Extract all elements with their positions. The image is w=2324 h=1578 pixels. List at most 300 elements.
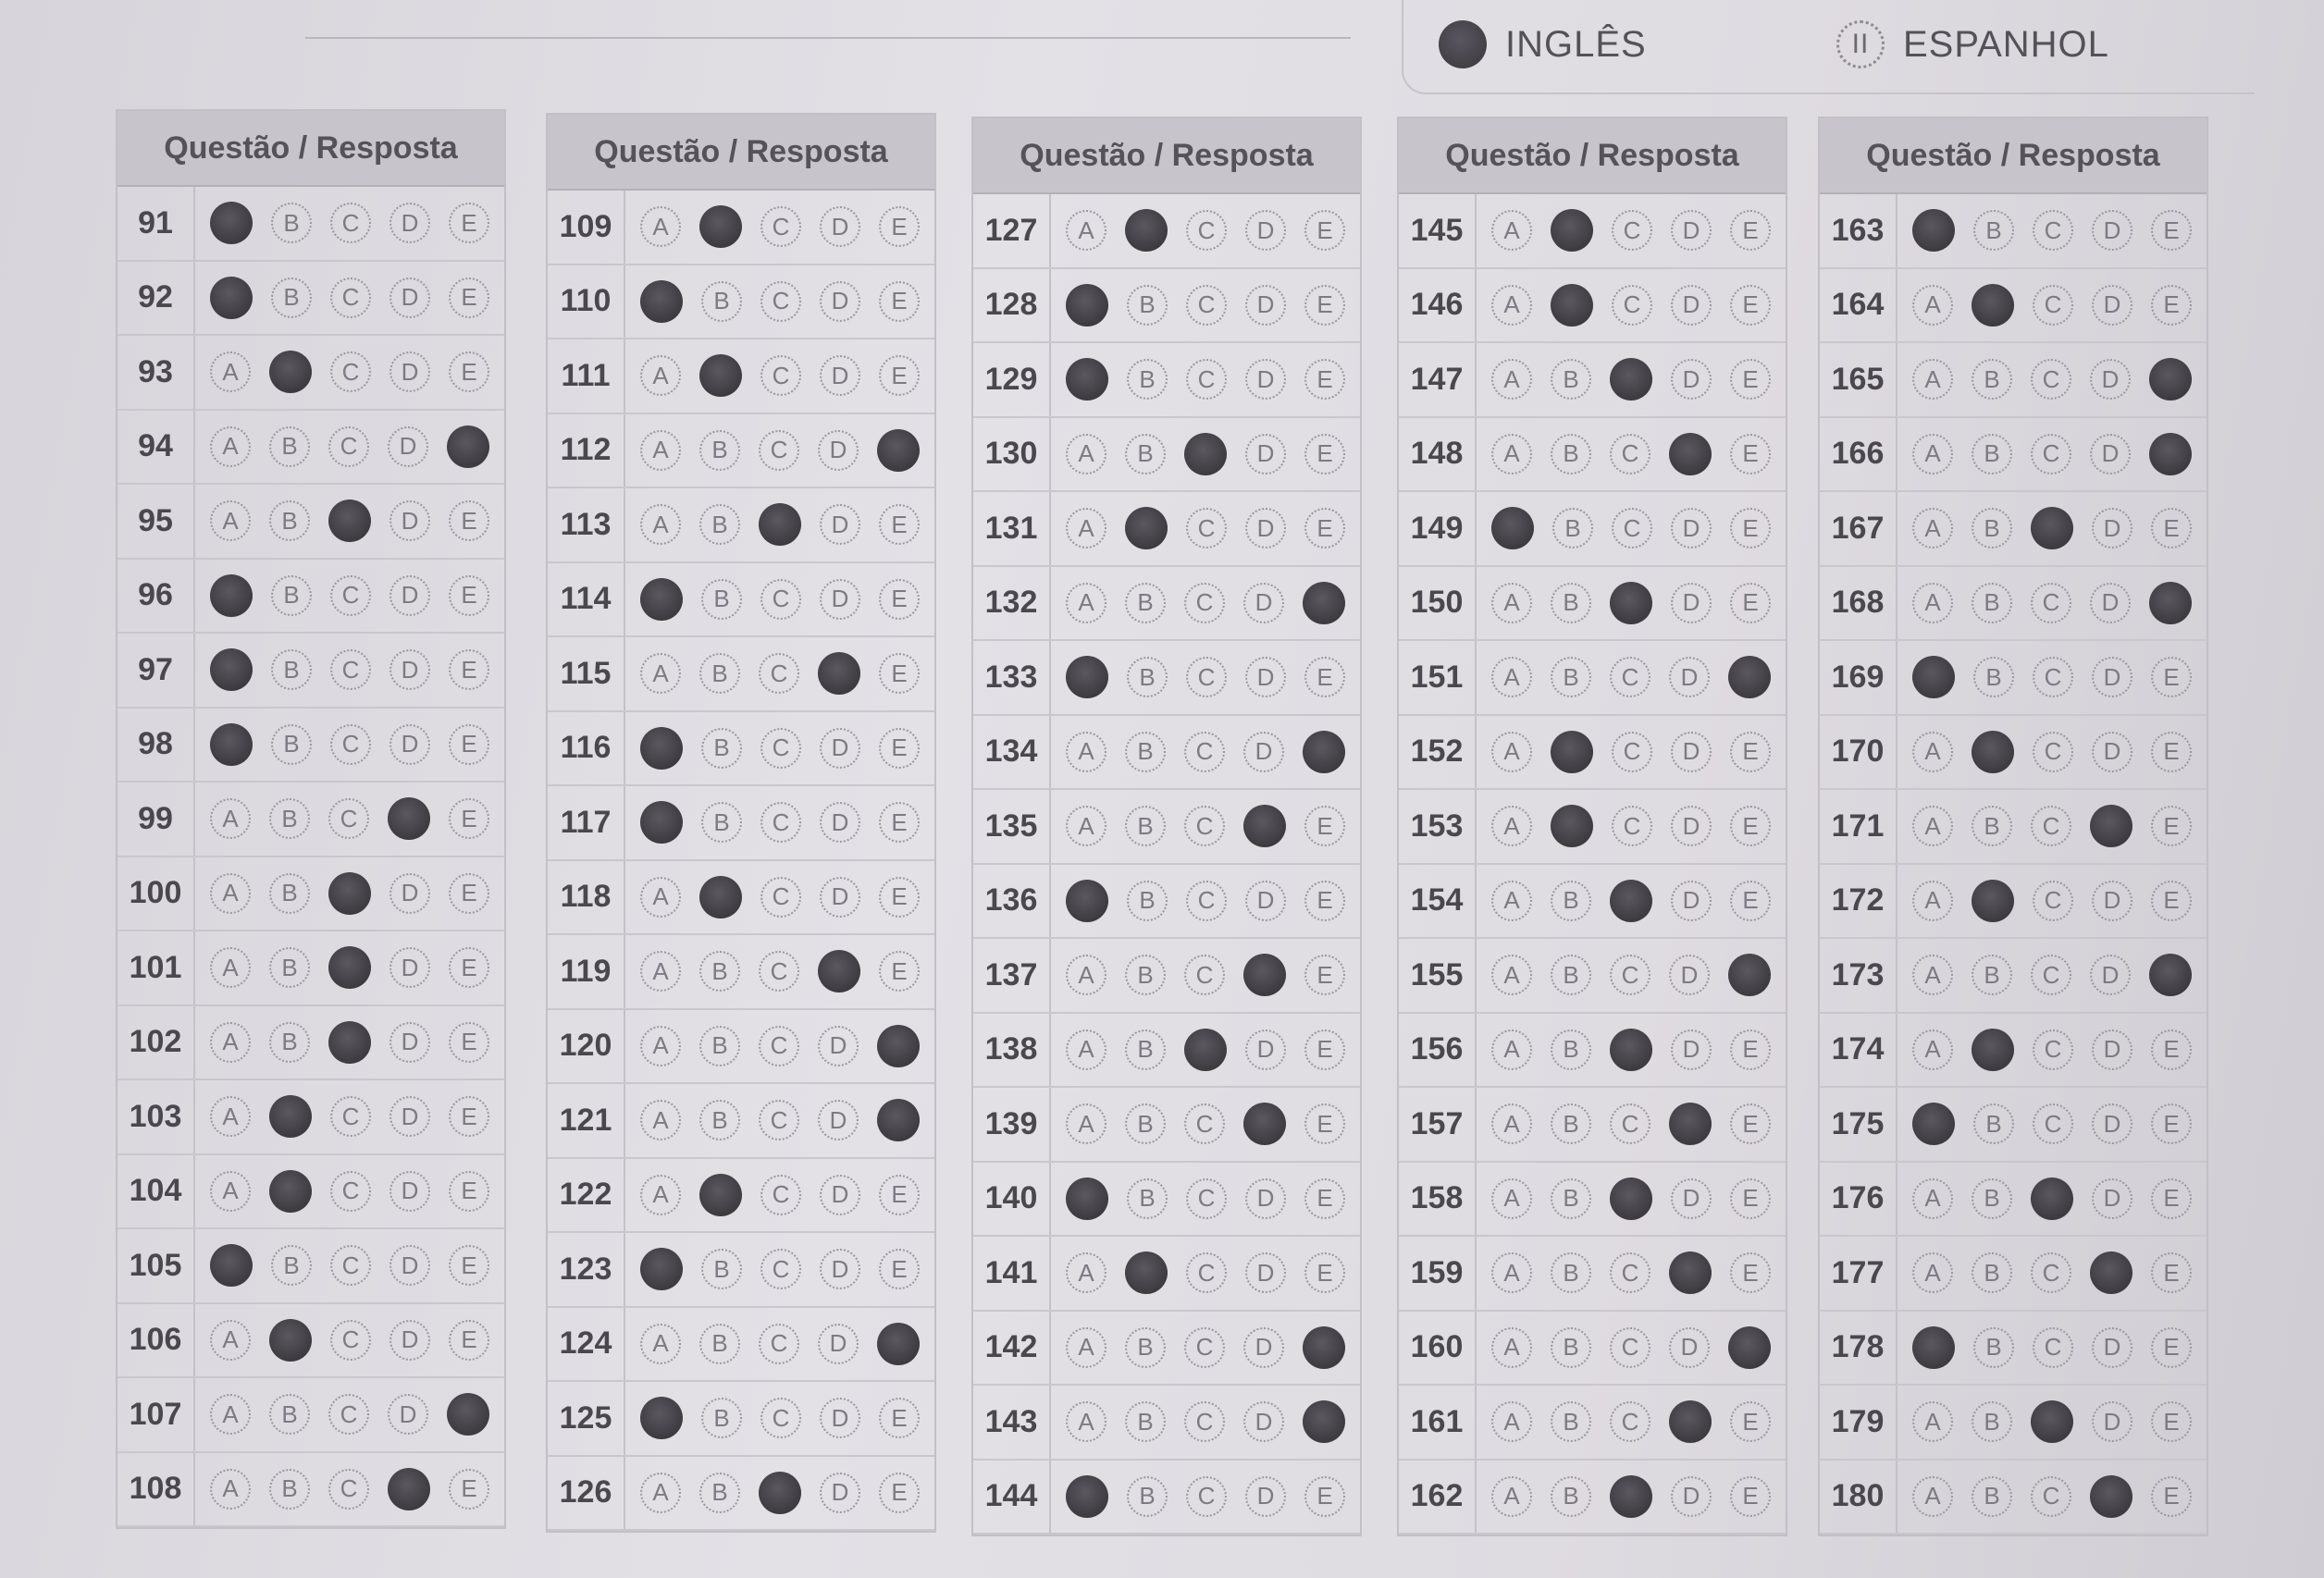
answer-bubble-d-marked[interactable] (388, 797, 430, 840)
answer-bubble-e[interactable]: E (2151, 881, 2192, 921)
answer-bubble-a-marked[interactable] (1066, 656, 1108, 698)
answer-bubble-a[interactable]: A (1912, 1252, 1953, 1293)
answer-bubble-d[interactable]: D (389, 1171, 430, 1212)
answer-bubble-e[interactable]: E (449, 575, 489, 616)
answer-bubble-c-marked[interactable] (1184, 1029, 1227, 1071)
answer-bubble-a[interactable]: A (640, 504, 681, 545)
answer-bubble-a[interactable]: A (1491, 1327, 1532, 1368)
answer-bubble-a[interactable]: A (640, 951, 681, 992)
answer-bubble-e[interactable]: E (449, 724, 489, 765)
answer-bubble-c[interactable]: C (330, 1171, 371, 1212)
answer-bubble-b[interactable]: B (269, 1394, 310, 1435)
answer-bubble-b[interactable]: B (1551, 583, 1591, 623)
answer-bubble-e[interactable]: E (1730, 881, 1771, 921)
answer-bubble-a[interactable]: A (210, 873, 251, 914)
answer-bubble-c[interactable]: C (2033, 210, 2073, 251)
answer-bubble-d[interactable]: D (389, 1022, 430, 1063)
spanish-bubble[interactable]: II (1836, 20, 1885, 68)
answer-bubble-e[interactable]: E (1730, 1178, 1771, 1219)
answer-bubble-d[interactable]: D (389, 1320, 430, 1361)
answer-bubble-e[interactable]: E (1730, 1252, 1771, 1293)
answer-bubble-e[interactable]: E (449, 1022, 489, 1063)
answer-bubble-b[interactable]: B (271, 203, 312, 243)
answer-bubble-b-marked[interactable] (1972, 880, 2014, 922)
answer-bubble-a[interactable]: A (1491, 1178, 1532, 1219)
answer-bubble-c[interactable]: C (1610, 434, 1650, 475)
answer-bubble-d[interactable]: D (1245, 1029, 1286, 1070)
answer-bubble-e[interactable]: E (449, 203, 489, 243)
answer-bubble-b-marked[interactable] (1125, 1251, 1168, 1294)
answer-bubble-b[interactable]: B (271, 575, 312, 616)
answer-bubble-d-marked[interactable] (2090, 805, 2132, 847)
answer-bubble-c[interactable]: C (759, 951, 799, 992)
answer-bubble-c[interactable]: C (759, 430, 799, 471)
answer-bubble-b[interactable]: B (1551, 1476, 1591, 1517)
answer-bubble-c[interactable]: C (1186, 285, 1227, 326)
answer-bubble-c[interactable]: C (760, 206, 801, 247)
answer-bubble-e[interactable]: E (1304, 508, 1345, 549)
answer-bubble-d[interactable]: D (389, 203, 430, 243)
answer-bubble-e[interactable]: E (2151, 806, 2192, 846)
answer-bubble-a-marked[interactable] (640, 1248, 683, 1290)
answer-bubble-e[interactable]: E (449, 277, 489, 318)
answer-bubble-e[interactable]: E (1730, 508, 1771, 549)
answer-bubble-e[interactable]: E (1304, 806, 1345, 846)
answer-bubble-c-marked[interactable] (1184, 433, 1227, 475)
answer-bubble-d[interactable]: D (1671, 806, 1712, 846)
answer-bubble-b[interactable]: B (1973, 1103, 2014, 1144)
answer-bubble-c[interactable]: C (2031, 1252, 2071, 1293)
answer-bubble-e[interactable]: E (2151, 1401, 2192, 1442)
answer-bubble-c-marked[interactable] (328, 946, 371, 989)
answer-bubble-a[interactable]: A (640, 1175, 681, 1215)
answer-bubble-a-marked[interactable] (1066, 284, 1108, 327)
answer-bubble-c[interactable]: C (328, 1394, 369, 1435)
answer-bubble-a-marked[interactable] (640, 578, 683, 621)
answer-bubble-a[interactable]: A (1912, 583, 1953, 623)
answer-bubble-b[interactable]: B (1973, 210, 2014, 251)
answer-bubble-e[interactable]: E (2151, 1327, 2192, 1368)
answer-bubble-d[interactable]: D (1245, 881, 1286, 921)
answer-bubble-e[interactable]: E (879, 1175, 920, 1215)
answer-bubble-b[interactable]: B (1127, 285, 1168, 326)
answer-bubble-c[interactable]: C (760, 579, 801, 620)
answer-bubble-e-marked[interactable] (1728, 1326, 1771, 1369)
answer-bubble-a[interactable]: A (1912, 1401, 1953, 1442)
answer-bubble-e[interactable]: E (879, 728, 920, 769)
answer-bubble-c[interactable]: C (1612, 806, 1652, 846)
answer-bubble-c-marked[interactable] (2031, 507, 2073, 549)
answer-bubble-d[interactable]: D (820, 579, 860, 620)
answer-bubble-a-marked[interactable] (640, 727, 683, 770)
answer-bubble-b[interactable]: B (701, 802, 742, 843)
answer-bubble-d[interactable]: D (1245, 210, 1286, 251)
answer-bubble-d[interactable]: D (820, 504, 860, 545)
answer-bubble-e-marked[interactable] (2149, 582, 2192, 624)
answer-bubble-d[interactable]: D (2090, 583, 2131, 623)
answer-bubble-e[interactable]: E (1730, 1401, 1771, 1442)
answer-bubble-e[interactable]: E (2151, 1476, 2192, 1517)
answer-bubble-b[interactable]: B (1972, 1252, 2012, 1293)
answer-bubble-d[interactable]: D (1245, 434, 1286, 475)
answer-bubble-e[interactable]: E (2151, 210, 2192, 251)
answer-bubble-b[interactable]: B (699, 1324, 740, 1364)
answer-bubble-b[interactable]: B (1127, 1476, 1168, 1517)
answer-bubble-a[interactable]: A (1491, 583, 1532, 623)
answer-bubble-c-marked[interactable] (759, 503, 801, 546)
answer-bubble-c[interactable]: C (759, 1026, 799, 1066)
answer-bubble-d[interactable]: D (389, 351, 430, 392)
answer-bubble-b[interactable]: B (701, 281, 742, 322)
answer-bubble-b[interactable]: B (271, 649, 312, 690)
answer-bubble-b[interactable]: B (1125, 955, 1166, 995)
answer-bubble-c[interactable]: C (2031, 583, 2071, 623)
answer-bubble-c[interactable]: C (1186, 1476, 1227, 1517)
answer-bubble-e[interactable]: E (879, 504, 920, 545)
answer-bubble-d[interactable]: D (389, 724, 430, 765)
answer-bubble-b[interactable]: B (1127, 881, 1168, 921)
answer-bubble-a[interactable]: A (210, 426, 251, 467)
answer-bubble-b-marked[interactable] (1972, 731, 2014, 773)
answer-bubble-b[interactable]: B (269, 1469, 310, 1510)
answer-bubble-b-marked[interactable] (1551, 284, 1593, 327)
answer-bubble-c[interactable]: C (330, 1245, 371, 1286)
answer-bubble-c[interactable]: C (1612, 508, 1652, 549)
answer-bubble-d-marked[interactable] (2090, 1475, 2132, 1518)
answer-bubble-c[interactable]: C (1612, 210, 1652, 251)
answer-bubble-b-marked[interactable] (1972, 284, 2014, 327)
answer-bubble-b[interactable]: B (701, 728, 742, 769)
answer-bubble-c[interactable]: C (1186, 1178, 1227, 1219)
answer-bubble-e[interactable]: E (1730, 1029, 1771, 1070)
answer-bubble-c[interactable]: C (1186, 210, 1227, 251)
answer-bubble-d[interactable]: D (820, 206, 860, 247)
answer-bubble-d[interactable]: D (389, 873, 430, 914)
answer-bubble-a-marked[interactable] (1066, 358, 1108, 401)
answer-bubble-b-marked[interactable] (1125, 507, 1168, 549)
answer-bubble-e[interactable]: E (1304, 285, 1345, 326)
answer-bubble-d[interactable]: D (820, 1249, 860, 1289)
answer-bubble-e[interactable]: E (879, 653, 920, 694)
answer-bubble-a[interactable]: A (1912, 434, 1953, 475)
answer-bubble-c[interactable]: C (328, 1469, 369, 1510)
answer-bubble-e-marked[interactable] (1303, 1400, 1345, 1443)
answer-bubble-b-marked[interactable] (269, 351, 312, 393)
answer-bubble-e[interactable]: E (1304, 359, 1345, 400)
answer-bubble-d[interactable]: D (1671, 1029, 1712, 1070)
answer-bubble-a[interactable]: A (1912, 285, 1953, 326)
answer-bubble-a[interactable]: A (640, 355, 681, 396)
answer-bubble-b[interactable]: B (699, 951, 740, 992)
answer-bubble-b[interactable]: B (1125, 583, 1166, 623)
answer-bubble-e-marked[interactable] (1303, 582, 1345, 624)
answer-bubble-d[interactable]: D (820, 877, 860, 918)
answer-bubble-d-marked[interactable] (388, 1468, 430, 1510)
answer-bubble-d[interactable]: D (818, 1026, 859, 1066)
answer-bubble-d[interactable]: D (2090, 434, 2131, 475)
answer-bubble-a[interactable]: A (210, 1469, 251, 1510)
answer-bubble-b[interactable]: B (1973, 657, 2014, 697)
answer-bubble-b[interactable]: B (1125, 1327, 1166, 1368)
answer-bubble-b[interactable]: B (1551, 359, 1591, 400)
answer-bubble-a[interactable]: A (1066, 434, 1106, 475)
answer-bubble-e[interactable]: E (449, 1096, 489, 1137)
answer-bubble-c[interactable]: C (1184, 1103, 1225, 1144)
answer-bubble-a[interactable]: A (1066, 1401, 1106, 1442)
answer-bubble-e[interactable]: E (1730, 285, 1771, 326)
answer-bubble-c[interactable]: C (328, 426, 369, 467)
answer-bubble-e-marked[interactable] (2149, 433, 2192, 475)
answer-bubble-d-marked[interactable] (1669, 1400, 1712, 1443)
answer-bubble-e[interactable]: E (879, 951, 920, 992)
answer-bubble-e[interactable]: E (1730, 1103, 1771, 1144)
answer-bubble-e[interactable]: E (1304, 1029, 1345, 1070)
answer-bubble-b[interactable]: B (1125, 1029, 1166, 1070)
answer-bubble-a-marked[interactable] (1066, 880, 1108, 922)
answer-bubble-c[interactable]: C (1610, 1401, 1650, 1442)
answer-bubble-b[interactable]: B (1972, 1401, 2012, 1442)
answer-bubble-c[interactable]: C (1610, 1327, 1650, 1368)
answer-bubble-a[interactable]: A (1491, 285, 1532, 326)
answer-bubble-a-marked[interactable] (210, 202, 253, 244)
answer-bubble-c-marked[interactable] (1610, 582, 1652, 624)
answer-bubble-d[interactable]: D (389, 649, 430, 690)
answer-bubble-b[interactable]: B (1973, 1327, 2014, 1368)
answer-bubble-a[interactable]: A (640, 1026, 681, 1066)
answer-bubble-a[interactable]: A (1066, 1103, 1106, 1144)
answer-bubble-a[interactable]: A (1066, 955, 1106, 995)
answer-bubble-b-marked[interactable] (699, 876, 742, 918)
answer-bubble-c[interactable]: C (1184, 806, 1225, 846)
answer-bubble-d-marked[interactable] (1243, 1103, 1286, 1145)
answer-bubble-a[interactable]: A (640, 206, 681, 247)
answer-bubble-b[interactable]: B (1972, 359, 2012, 400)
answer-bubble-e[interactable]: E (1304, 1252, 1345, 1293)
answer-bubble-d[interactable]: D (2092, 285, 2132, 326)
answer-bubble-b[interactable]: B (1551, 1029, 1591, 1070)
answer-bubble-b-marked[interactable] (269, 1170, 312, 1213)
answer-bubble-a[interactable]: A (210, 351, 251, 392)
answer-bubble-d[interactable]: D (820, 1398, 860, 1438)
answer-bubble-c[interactable]: C (330, 575, 371, 616)
answer-bubble-c[interactable]: C (760, 802, 801, 843)
answer-bubble-d[interactable]: D (389, 277, 430, 318)
answer-bubble-e-marked[interactable] (2149, 954, 2192, 996)
answer-bubble-a[interactable]: A (1491, 1252, 1532, 1293)
answer-bubble-a[interactable]: A (210, 947, 251, 988)
answer-bubble-a[interactable]: A (1066, 508, 1106, 549)
answer-bubble-d[interactable]: D (818, 1324, 859, 1364)
answer-bubble-d[interactable]: D (2092, 732, 2132, 772)
answer-bubble-d[interactable]: D (389, 947, 430, 988)
answer-bubble-d-marked[interactable] (818, 652, 860, 695)
answer-bubble-d[interactable]: D (1671, 732, 1712, 772)
answer-bubble-e[interactable]: E (2151, 1103, 2192, 1144)
answer-bubble-b[interactable]: B (1972, 583, 2012, 623)
answer-bubble-e[interactable]: E (449, 1469, 489, 1510)
answer-bubble-a[interactable]: A (1912, 1476, 1953, 1517)
answer-bubble-c[interactable]: C (759, 1324, 799, 1364)
answer-bubble-b[interactable]: B (271, 1245, 312, 1286)
answer-bubble-c[interactable]: C (2033, 285, 2073, 326)
answer-bubble-a[interactable]: A (1912, 1029, 1953, 1070)
answer-bubble-b[interactable]: B (1972, 1476, 2012, 1517)
answer-bubble-e[interactable]: E (879, 281, 920, 322)
answer-bubble-d[interactable]: D (820, 355, 860, 396)
answer-bubble-b[interactable]: B (1125, 1401, 1166, 1442)
answer-bubble-d[interactable]: D (2092, 210, 2132, 251)
answer-bubble-d[interactable]: D (1669, 1327, 1710, 1368)
answer-bubble-d[interactable]: D (820, 802, 860, 843)
answer-bubble-b[interactable]: B (269, 873, 310, 914)
answer-bubble-e[interactable]: E (1304, 434, 1345, 475)
answer-bubble-b-marked[interactable] (1972, 1029, 2014, 1071)
answer-bubble-b[interactable]: B (1551, 657, 1591, 697)
answer-bubble-e[interactable]: E (2151, 285, 2192, 326)
answer-bubble-c[interactable]: C (759, 1100, 799, 1140)
answer-bubble-d[interactable]: D (2092, 1103, 2132, 1144)
answer-bubble-e[interactable]: E (449, 500, 489, 541)
answer-bubble-a[interactable]: A (1491, 955, 1532, 995)
answer-bubble-d[interactable]: D (389, 575, 430, 616)
answer-bubble-b-marked[interactable] (1551, 209, 1593, 252)
answer-bubble-e-marked[interactable] (1728, 656, 1771, 698)
answer-bubble-e[interactable]: E (2151, 732, 2192, 772)
answer-bubble-a-marked[interactable] (1491, 507, 1534, 549)
answer-bubble-d-marked[interactable] (1669, 433, 1712, 475)
answer-bubble-e[interactable]: E (879, 1473, 920, 1513)
answer-bubble-c[interactable]: C (760, 281, 801, 322)
answer-bubble-e[interactable]: E (1730, 210, 1771, 251)
answer-bubble-d[interactable]: D (2092, 657, 2132, 697)
answer-bubble-c[interactable]: C (330, 649, 371, 690)
answer-bubble-e[interactable]: E (879, 802, 920, 843)
answer-bubble-e-marked[interactable] (447, 1393, 489, 1436)
answer-bubble-e[interactable]: E (2151, 1178, 2192, 1219)
answer-bubble-c[interactable]: C (330, 351, 371, 392)
answer-bubble-b[interactable]: B (699, 1026, 740, 1066)
answer-bubble-b[interactable]: B (701, 579, 742, 620)
answer-bubble-d[interactable]: D (2092, 1327, 2132, 1368)
answer-bubble-d[interactable]: D (1671, 583, 1712, 623)
answer-bubble-c[interactable]: C (1610, 955, 1650, 995)
answer-bubble-a[interactable]: A (210, 1171, 251, 1212)
answer-bubble-a[interactable]: A (640, 1100, 681, 1140)
answer-bubble-a-marked[interactable] (1066, 1475, 1108, 1518)
answer-bubble-c[interactable]: C (1610, 1252, 1650, 1293)
answer-bubble-a-marked[interactable] (640, 801, 683, 844)
answer-bubble-b[interactable]: B (1552, 508, 1593, 549)
answer-bubble-e-marked[interactable] (877, 1025, 920, 1067)
answer-bubble-e-marked[interactable] (447, 425, 489, 468)
answer-bubble-c-marked[interactable] (1610, 1029, 1652, 1071)
answer-bubble-b[interactable]: B (269, 1022, 310, 1063)
answer-bubble-a[interactable]: A (1491, 1401, 1532, 1442)
answer-bubble-d[interactable]: D (2092, 1401, 2132, 1442)
answer-bubble-e[interactable]: E (2151, 1029, 2192, 1070)
answer-bubble-a-marked[interactable] (1912, 1103, 1955, 1145)
answer-bubble-b[interactable]: B (701, 1398, 742, 1438)
answer-bubble-d[interactable]: D (818, 1100, 859, 1140)
answer-bubble-c[interactable]: C (1184, 955, 1225, 995)
answer-bubble-d[interactable]: D (1243, 732, 1284, 772)
answer-bubble-d[interactable]: D (389, 1096, 430, 1137)
answer-bubble-c[interactable]: C (1186, 1252, 1227, 1293)
answer-bubble-a-marked[interactable] (1066, 1177, 1108, 1220)
answer-bubble-c[interactable]: C (1186, 359, 1227, 400)
answer-bubble-e-marked[interactable] (877, 429, 920, 472)
answer-bubble-a[interactable]: A (1491, 806, 1532, 846)
answer-bubble-d-marked[interactable] (1243, 954, 1286, 996)
answer-bubble-b[interactable]: B (271, 724, 312, 765)
answer-bubble-d[interactable]: D (820, 1473, 860, 1513)
answer-bubble-a-marked[interactable] (210, 648, 253, 691)
answer-bubble-b[interactable]: B (1125, 434, 1166, 475)
answer-bubble-c[interactable]: C (2031, 806, 2071, 846)
answer-bubble-d[interactable]: D (1245, 1476, 1286, 1517)
answer-bubble-d[interactable]: D (820, 281, 860, 322)
answer-bubble-b[interactable]: B (1551, 1252, 1591, 1293)
answer-bubble-a-marked[interactable] (640, 280, 683, 323)
answer-bubble-b[interactable]: B (699, 504, 740, 545)
answer-bubble-a[interactable]: A (1912, 806, 1953, 846)
answer-bubble-a-marked[interactable] (1912, 1326, 1955, 1369)
answer-bubble-a[interactable]: A (1491, 434, 1532, 475)
answer-bubble-a[interactable]: A (640, 430, 681, 471)
answer-bubble-c[interactable]: C (2033, 657, 2073, 697)
answer-bubble-a-marked[interactable] (210, 723, 253, 766)
answer-bubble-d[interactable]: D (2090, 359, 2131, 400)
answer-bubble-a[interactable]: A (1491, 210, 1532, 251)
answer-bubble-b[interactable]: B (1127, 657, 1168, 697)
answer-bubble-a[interactable]: A (210, 1096, 251, 1137)
answer-bubble-b[interactable]: B (1551, 955, 1591, 995)
answer-bubble-c-marked[interactable] (1610, 1177, 1652, 1220)
answer-bubble-a[interactable]: A (640, 1473, 681, 1513)
answer-bubble-a[interactable]: A (1912, 955, 1953, 995)
answer-bubble-d[interactable]: D (389, 1245, 430, 1286)
answer-bubble-a[interactable]: A (1066, 583, 1106, 623)
answer-bubble-a[interactable]: A (1066, 732, 1106, 772)
answer-bubble-d[interactable]: D (820, 1175, 860, 1215)
answer-bubble-c[interactable]: C (1184, 1327, 1225, 1368)
answer-bubble-e[interactable]: E (449, 873, 489, 914)
answer-bubble-a[interactable]: A (210, 1320, 251, 1361)
english-bubble[interactable] (1439, 20, 1487, 68)
answer-bubble-b-marked[interactable] (269, 1319, 312, 1362)
answer-bubble-e[interactable]: E (449, 649, 489, 690)
answer-bubble-d[interactable]: D (1243, 1401, 1284, 1442)
answer-bubble-c[interactable]: C (1184, 583, 1225, 623)
answer-bubble-d[interactable]: D (818, 430, 859, 471)
answer-bubble-b[interactable]: B (1551, 1178, 1591, 1219)
answer-bubble-c[interactable]: C (760, 1175, 801, 1215)
answer-bubble-a-marked[interactable] (210, 277, 253, 319)
answer-bubble-a[interactable]: A (210, 798, 251, 839)
answer-bubble-b[interactable]: B (271, 277, 312, 318)
answer-bubble-c[interactable]: C (760, 877, 801, 918)
answer-bubble-c-marked[interactable] (328, 1021, 371, 1064)
answer-bubble-a[interactable]: A (1491, 881, 1532, 921)
language-option-english[interactable] (1439, 20, 1647, 68)
answer-bubble-b-marked[interactable] (699, 354, 742, 397)
language-option-spanish[interactable] (1836, 20, 2109, 68)
answer-bubble-a-marked[interactable] (1912, 209, 1955, 252)
answer-bubble-e-marked[interactable] (877, 1099, 920, 1141)
answer-bubble-c[interactable]: C (760, 355, 801, 396)
answer-bubble-a[interactable]: A (1912, 508, 1953, 549)
answer-bubble-b[interactable]: B (269, 426, 310, 467)
